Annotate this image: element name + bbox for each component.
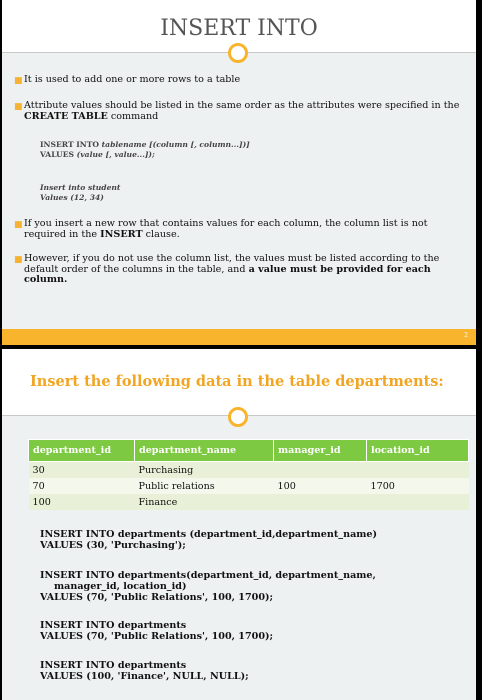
sql-statement-4: INSERT INTO departments VALUES (100, 'Finance', NULL, NULL); (40, 660, 249, 682)
bullet-dot-icon: ■ (14, 102, 23, 112)
column-header: location_id (367, 440, 469, 462)
bullet-dot-icon: ■ (14, 220, 23, 230)
table-row (29, 478, 469, 494)
bullet-dot-icon: ■ (14, 255, 23, 265)
page-number: 2 (464, 332, 468, 339)
table-cell: 30 (29, 462, 135, 479)
table-row (29, 494, 469, 510)
table-cell (274, 462, 367, 479)
slide-insert-into (2, 0, 476, 345)
table-row (29, 462, 469, 479)
column-header: department_name (135, 440, 274, 462)
table-cell: Finance (135, 494, 274, 510)
slide-title: Insert the following data in the table departments: (30, 373, 444, 390)
example-block: Insert into student Values (12, 34) (40, 183, 121, 202)
footer-bar (2, 329, 476, 345)
table-cell (367, 462, 469, 479)
table-header-row (29, 440, 469, 462)
sql-statement-3: INSERT INTO departments VALUES (70, 'Public Relations', 100, 1700); (40, 620, 274, 642)
departments-table (28, 439, 469, 510)
sql-statement-1: INSERT INTO departments (department_id,department_name) VALUES (30, 'Purchasing'); (40, 529, 378, 551)
bullet-4: ■ However, if you do not use the column list, the values must be listed according to the default order of the columns in the table, and a value must be provided for each column. (14, 253, 440, 286)
divider-circle-icon (228, 43, 248, 63)
table-cell (274, 494, 367, 510)
column-header: manager_id (274, 440, 367, 462)
table-cell: 70 (29, 478, 135, 494)
slide-insert-departments (2, 349, 476, 700)
bullet-dot-icon: ■ (14, 76, 23, 86)
bullet-1: ■ It is used to add one or more rows to a table (14, 74, 241, 86)
sql-statement-2: INSERT INTO departments(department_id, department_name, manager_id, location_id) VALUES (70, 'Public Relations', 100, 1700); (40, 570, 376, 603)
table-cell: 100 (274, 478, 367, 494)
syntax-block: INSERT INTO tablename [(column [, column...])] VALUES (value [, value...]); (40, 140, 250, 159)
bullet-2: ■ Attribute values should be listed in the same order as the attributes were specified in the CREATE TABLE command (14, 100, 460, 122)
table-cell: 100 (29, 494, 135, 510)
slide-title-area (2, 349, 476, 415)
divider-circle-icon (228, 407, 248, 427)
column-header: department_id (29, 440, 135, 462)
table-cell: Purchasing (135, 462, 274, 479)
bullet-3: ■ If you insert a new row that contains values for each column, the column list is not required in the INSERT clause. (14, 218, 428, 240)
table-cell (367, 494, 469, 510)
table-cell: 1700 (367, 478, 469, 494)
table-cell: Public relations (135, 478, 274, 494)
slide-title: INSERT INTO (160, 16, 318, 41)
